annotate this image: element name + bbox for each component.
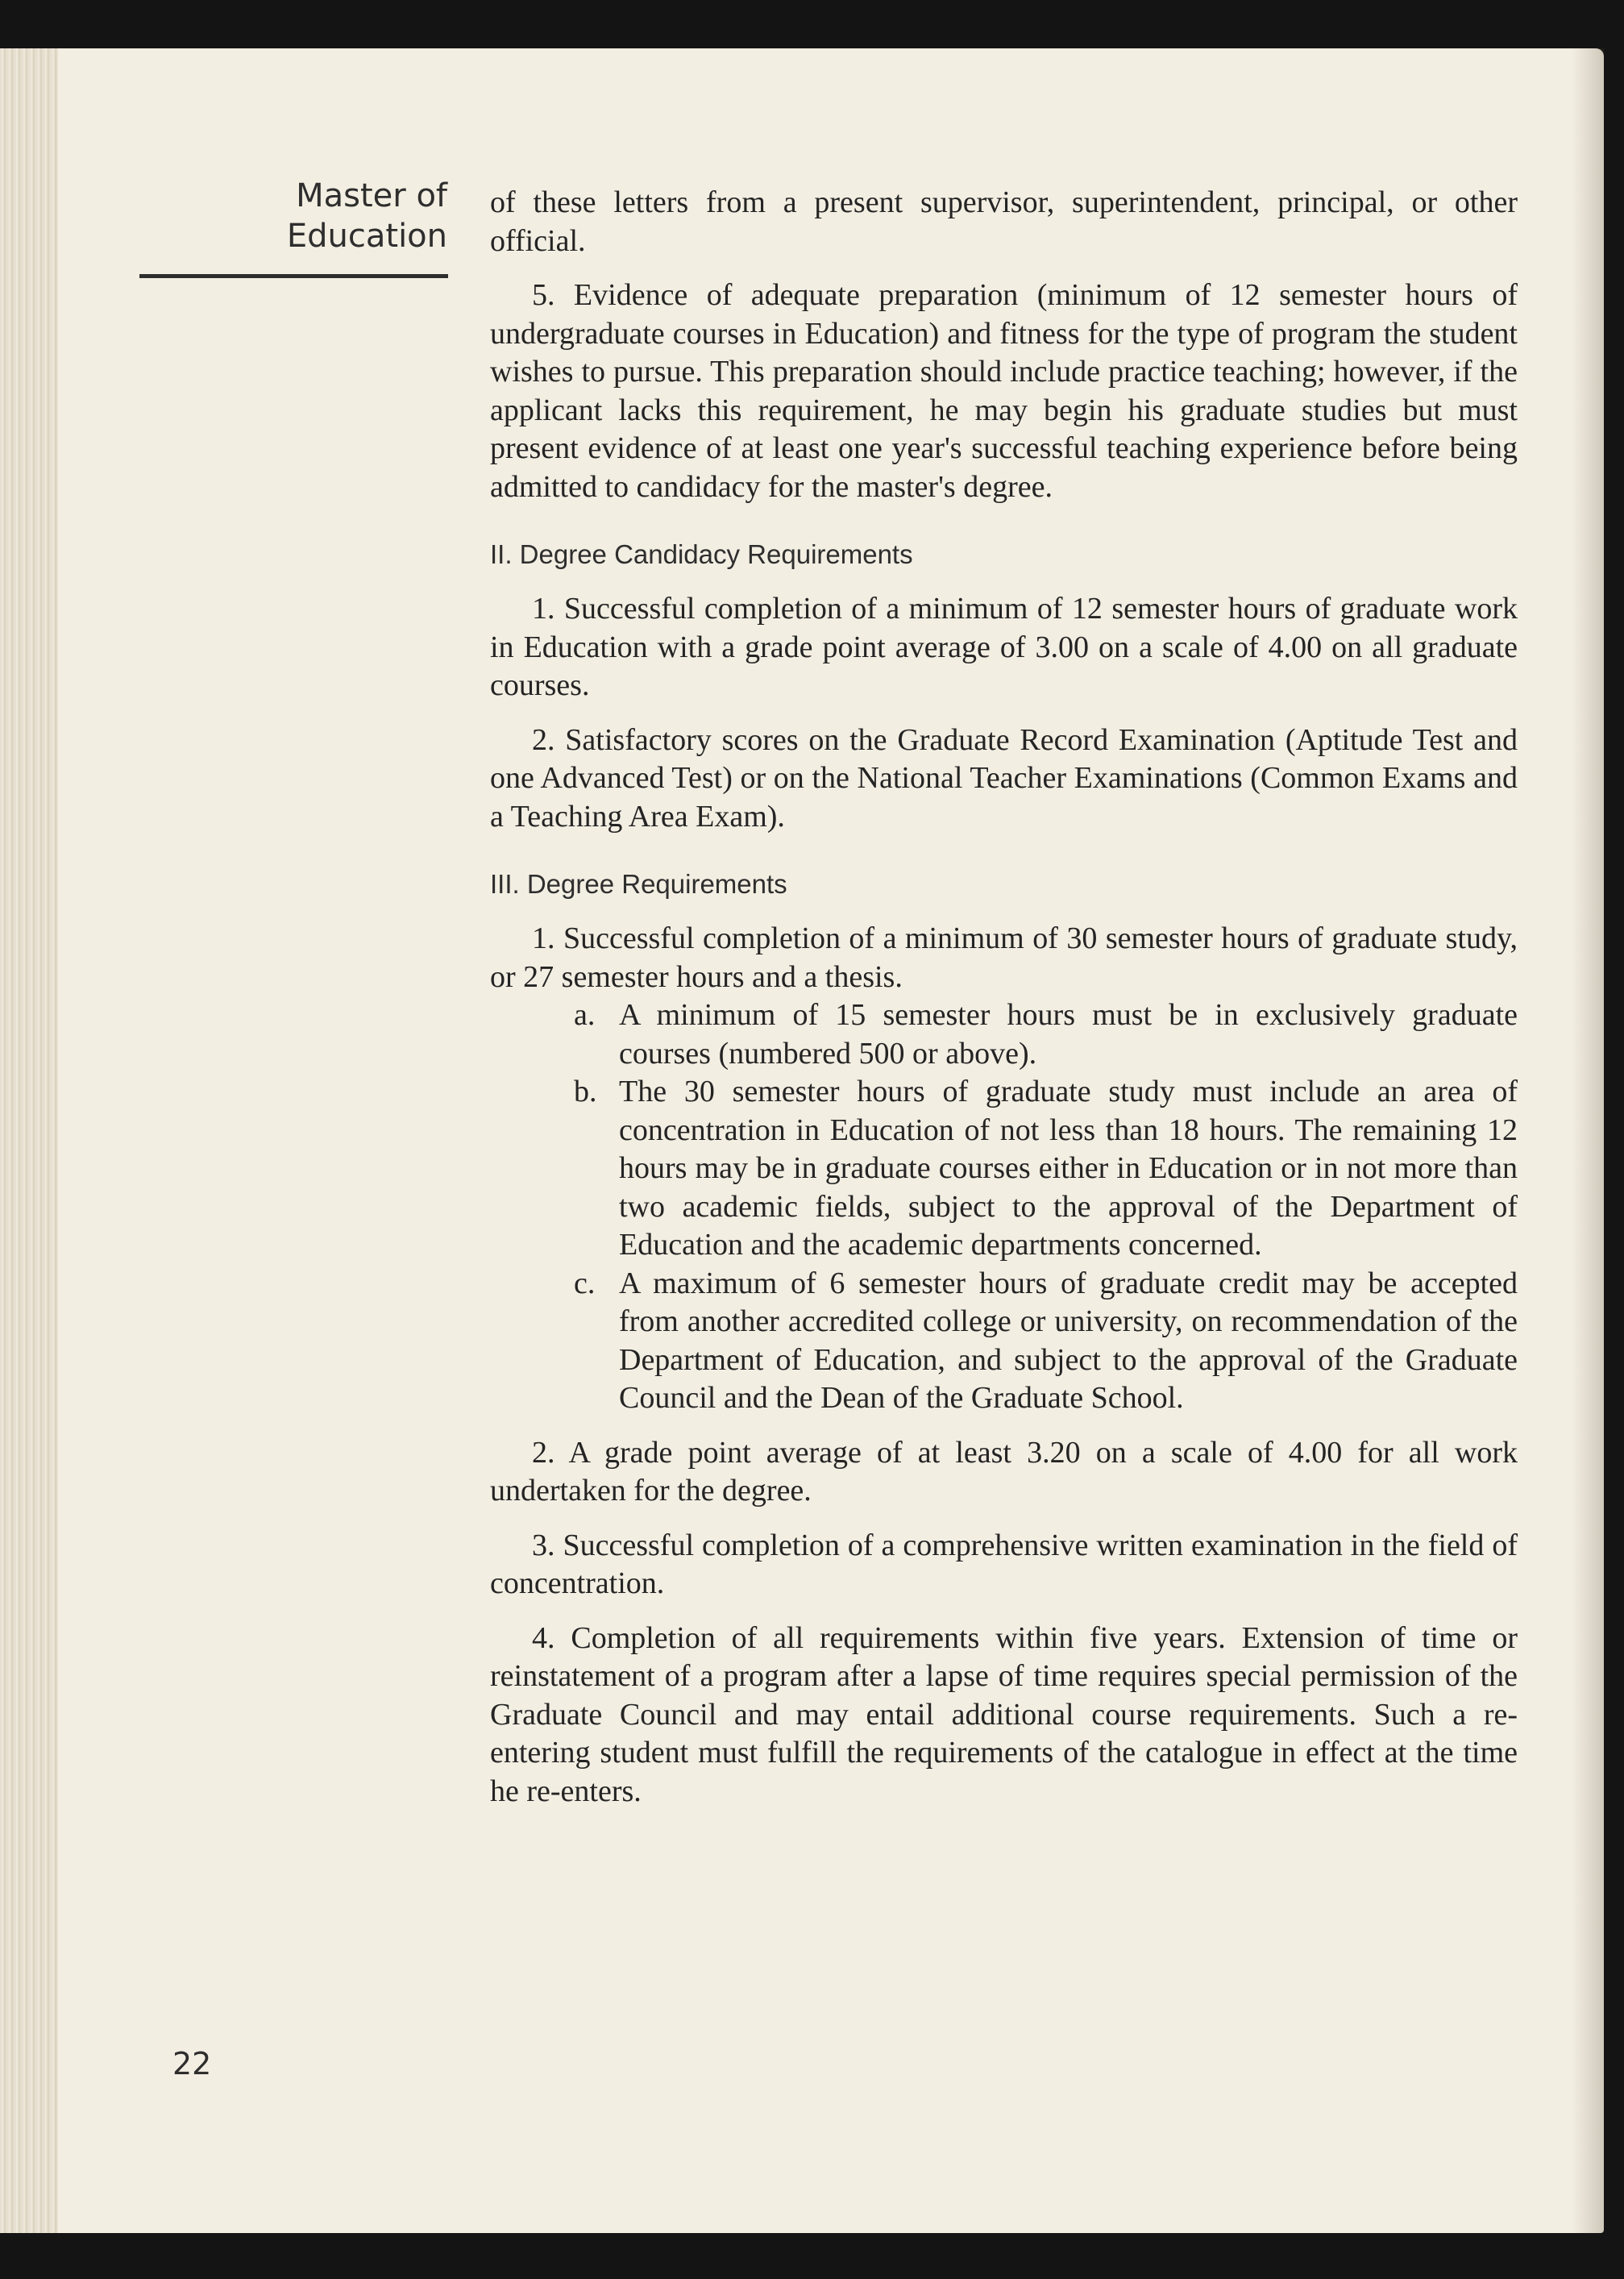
subitem-text: A minimum of 15 semester hours must be in exclusively graduate courses (numbered 500 or above). (619, 998, 1518, 1071)
degree-subitem-b (574, 1073, 1518, 1265)
degree-item-4: 4. Completion of all requirements within five years. Extension of time or reinstatement of a program after a lapse of time requires special permission of the Graduate Council and may entail additional course requirements. Such a re-entering student must fulfill the requirements of the catalogue in effect at the time he re-enters. (490, 1620, 1518, 1808)
subitem-label: c. (574, 1266, 596, 1300)
degree-item-1: 1. Successful completion of a minimum of 30 semester hours of graduate study, or 27 semester hours and a thesis. (490, 921, 1518, 994)
section-title-candidacy: II. Degree Candidacy Requirements (490, 539, 913, 569)
degree-item-3: 3. Successful completion of a comprehensive written examination in the field of concentration. (490, 1528, 1518, 1600)
degree-subitem-c (574, 1265, 1518, 1418)
degree-item-2: 2. A grade point average of at least 3.20 on a scale of 4.00 for all work undertaken for the degree. (490, 1435, 1518, 1508)
candidacy-item-1: 1. Successful completion of a minimum of 12 semester hours of graduate work in Education with a grade point average of 3.00 on a scale of 4.00 on all graduate courses. (490, 592, 1518, 702)
degree-subitem-a (574, 996, 1518, 1073)
page-edges (0, 48, 58, 2233)
subitem-text: The 30 semester hours of graduate study must include an area of concentration in Education of not less than 18 hours. The remaining 12 hours may be in graduate courses either in Education or in not more than two academic fields, subject to the approval of the Department of Education and the academic departments concerned. (619, 1075, 1518, 1262)
subitem-label: a. (574, 998, 596, 1032)
subitem-text: A maximum of 6 semester hours of graduate credit may be accepted from another accredited college or university, on recommendation of the Department of Education, and subject to the approval of the Graduate Council and the Dean of the Graduate School. (619, 1266, 1518, 1415)
section-heading (157, 176, 447, 256)
main-text (490, 184, 1518, 1827)
section-title-degree: III. Degree Requirements (490, 869, 787, 899)
page-number: 22 (172, 2046, 212, 2081)
candidacy-item-2: 2. Satisfactory scores on the Graduate Record Examination (Aptitude Test and one Advanced Test) or on the National Teacher Examinations (Common Exams and a Teaching Area Exam). (490, 722, 1518, 834)
degree-subitems (490, 996, 1518, 1418)
binding-shadow (1572, 48, 1604, 2233)
subitem-label: b. (574, 1075, 597, 1108)
heading-line-2: Education (286, 218, 447, 255)
heading-rule (139, 274, 448, 278)
requirement-5: 5. Evidence of adequate preparation (minimum of 12 semester hours of undergraduate courses in Education) and fitness for the type of program the student wishes to pursue. This preparation should include practice teaching; however, if the applicant lacks this requirement, he may begin his graduate studies but must present evidence of at least one year's successful teaching experience before being admitted to candidacy for the master's degree. (490, 278, 1518, 504)
heading-line-1: Master of (296, 177, 447, 214)
intro-paragraph: of these letters from a present supervisor, superintendent, principal, or other official. (490, 185, 1518, 258)
